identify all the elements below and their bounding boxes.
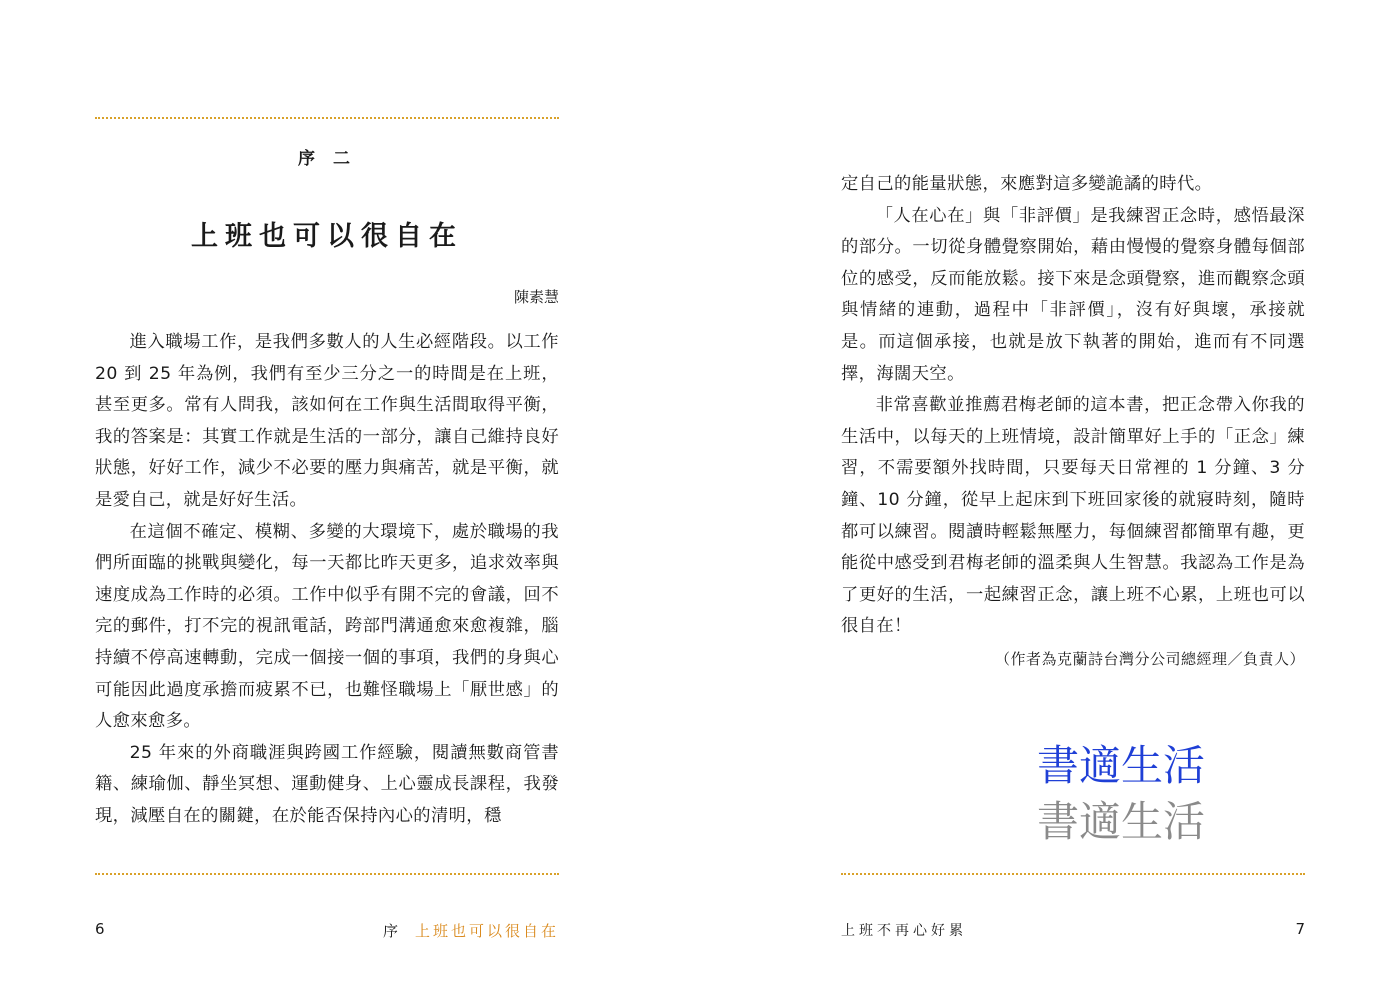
left-body-text — [95, 327, 559, 833]
section-label: 序 二 — [298, 149, 356, 169]
chapter-title: 上班也可以很自在 — [191, 221, 463, 252]
right-body-text — [841, 169, 1305, 643]
bottom-dotted-rule — [95, 873, 559, 875]
running-head-label: 序 — [382, 922, 401, 940]
running-head: 上班不再心好累 — [841, 923, 967, 939]
page-number: 6 — [95, 920, 105, 938]
right-page — [841, 0, 1305, 993]
paragraph: 定自己的能量狀態，來應對這多變詭譎的時代。 — [841, 174, 1213, 194]
paragraph: 在這個不確定、模糊、多變的大環境下，處於職場的我們所面臨的挑戰與變化，每一天都比昨天更多，追求效率與速度成為工作時的必須。工作中似乎有開不完的會議，回不完的郵件，打不完的視訊電話，跨部門溝通愈來愈複雜，腦持續不停高速轉動，完成一個接一個的事項，我們的身與心可能因此過度承擔而疲累不已，也難怪職場上「厭世感」的人愈來愈多。 — [95, 521, 559, 732]
page-number: 7 — [1295, 920, 1305, 938]
bottom-dotted-rule — [841, 873, 1305, 875]
logo-text-blue: 書適生活 — [1036, 741, 1205, 790]
left-page — [95, 0, 559, 993]
author-name: 陳素慧 — [513, 288, 559, 306]
author-attribution: （作者為克蘭詩台灣分公司總經理／負責人） — [994, 650, 1305, 668]
running-head-title: 上班也可以很自在 — [414, 922, 559, 940]
paragraph: 非常喜歡並推薦君梅老師的這本書，把正念帶入你我的生活中，以每天的上班情境，設計簡單好上手的「正念」練習，不需要額外找時間，只要每天日常裡的 1 分鐘、3 分鐘、10 分鐘，從早上起床到下班回家後的就寢時刻，隨時都可以練習。閱讀時輕鬆無壓力，每個練習都簡單有趣，更能從中感受到君梅老師的溫柔與人生智慧。我認為工作是為了更好的生活，一起練習正念，讓上班不心累，上班也可以很自在！ — [841, 395, 1305, 637]
paragraph: 「人在心在」與「非評價」是我練習正念時，感悟最深的部分。一切從身體覺察開始，藉由慢慢的覺察身體每個部位的感受，反而能放鬆。接下來是念頭覺察，進而觀察念頭與情緒的連動，過程中「非評價」，沒有好與壞，承接就是。而這個承接，也就是放下執著的開始，進而有不同選擇，海闊天空。 — [841, 205, 1305, 384]
running-head — [383, 920, 559, 941]
logo-text-gray: 書適生活 — [1036, 797, 1205, 846]
paragraph: 25 年來的外商職涯與跨國工作經驗，閱讀無數商管書籍、練瑜伽、靜坐冥想、運動健身、上心靈成長課程，我發現，減壓自在的關鍵，在於能否保持內心的清明，穩 — [95, 742, 559, 826]
paragraph: 進入職場工作，是我們多數人的人生必經階段。以工作 20 到 25 年為例，我們有至少三分之一的時間是在上班，甚至更多。常有人問我，該如何在工作與生活間取得平衡，我的答案是：其實工作就是生活的一部分，讓自己維持良好狀態，好好工作，減少不必要的壓力與痛苦，就是平衡，就是愛自己，就是好好生活。 — [95, 332, 559, 510]
top-dotted-rule — [95, 117, 559, 119]
publisher-logo — [1021, 738, 1221, 850]
